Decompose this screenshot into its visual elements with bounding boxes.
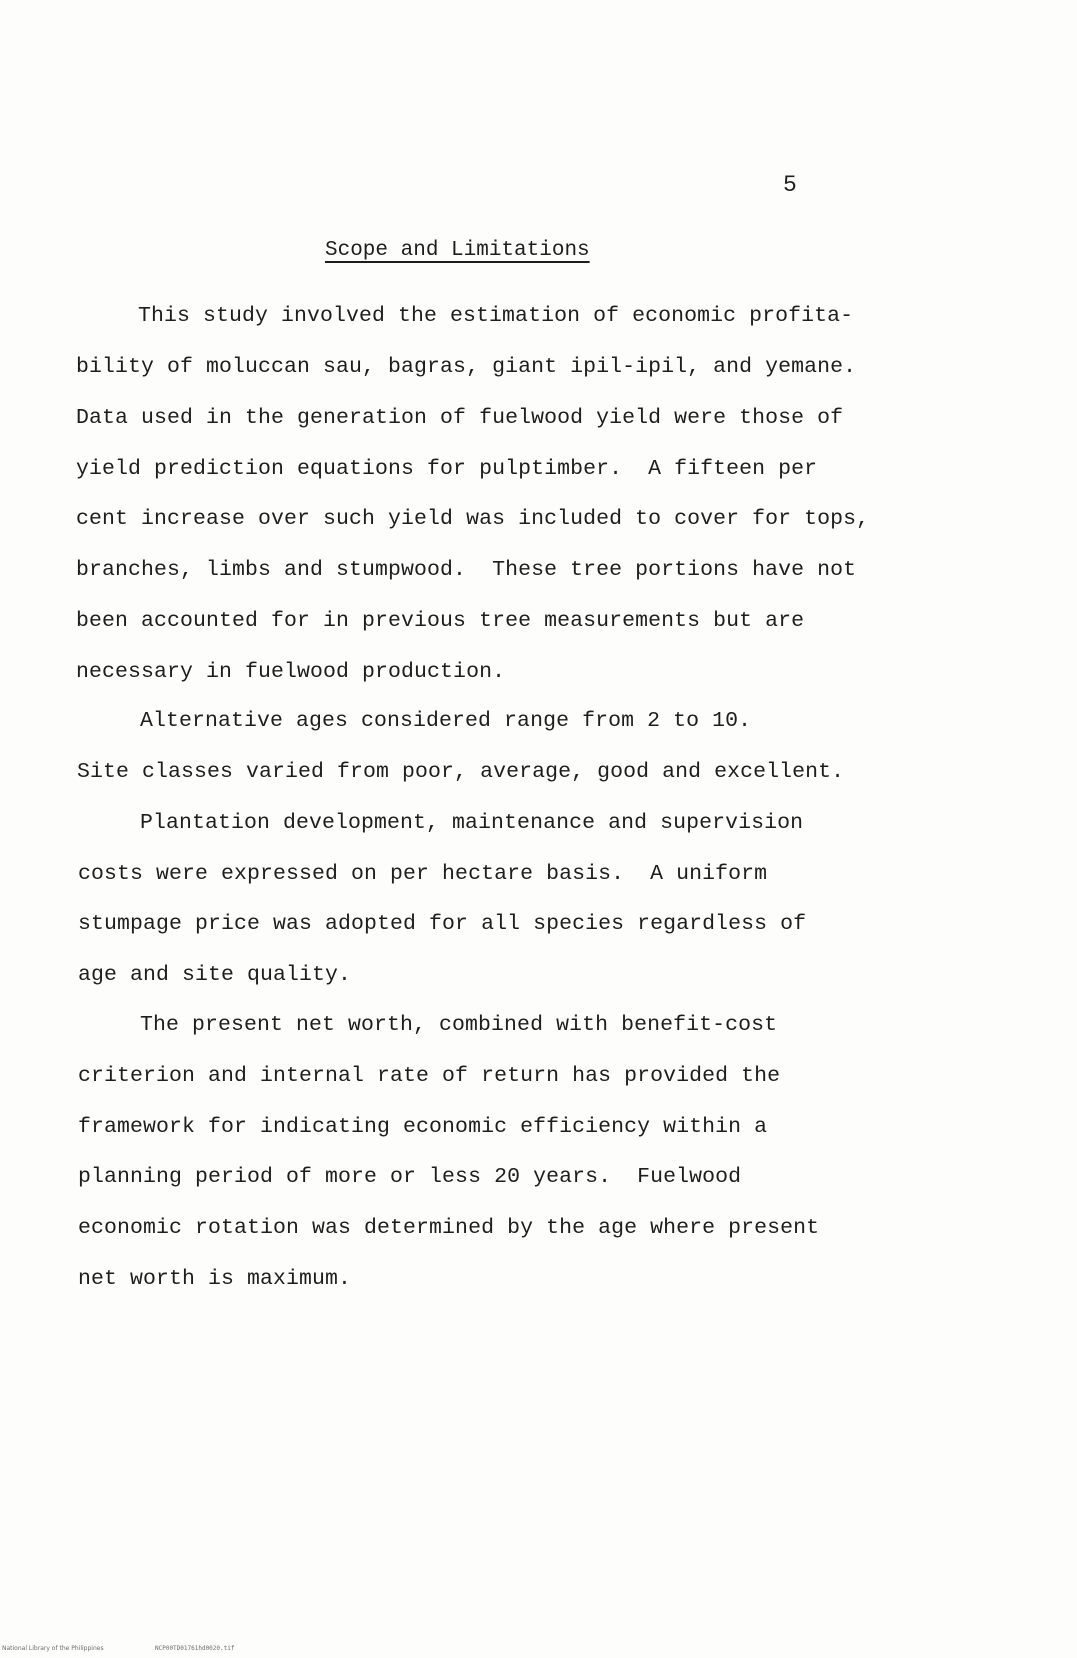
text-line: net worth is maximum. <box>78 1267 352 1291</box>
page-number: 5 <box>783 172 797 198</box>
text-line: economic rotation was determined by the age where present <box>78 1216 820 1240</box>
text-line: age and site quality. <box>78 963 352 987</box>
footer-file-id: NCP00TD01761hd0020.tif <box>155 1645 235 1652</box>
text-line: planning period of more or less 20 years. Fuelwood <box>78 1165 742 1189</box>
text-line: cent increase over such yield was included to cover for tops, <box>76 507 870 531</box>
text-line: costs were expressed on per hectare basis. A uniform <box>78 862 768 886</box>
section-heading: Scope and Limitations <box>325 239 590 262</box>
text-line: The present net worth, combined with benefit-cost <box>140 1013 778 1037</box>
footer-library-credit: National Library of the Philippines <box>2 1645 104 1652</box>
text-line: bility of moluccan sau, bagras, giant ipil-ipil, and yemane. <box>76 355 857 379</box>
text-line: branches, limbs and stumpwood. These tree portions have not <box>76 558 857 582</box>
text-line: been accounted for in previous tree measurements but are <box>76 609 805 633</box>
text-line: Alternative ages considered range from 2 to 10. <box>140 709 752 733</box>
text-line: necessary in fuelwood production. <box>76 660 506 684</box>
text-line: stumpage price was adopted for all species regardless of <box>78 912 807 936</box>
text-line: Site classes varied from poor, average, good and excellent. <box>77 760 845 784</box>
text-line: Plantation development, maintenance and supervision <box>140 811 804 835</box>
text-line: criterion and internal rate of return has provided the <box>78 1064 781 1088</box>
text-line: This study involved the estimation of economic profita- <box>138 304 854 328</box>
text-line: Data used in the generation of fuelwood yield were those of <box>76 406 844 430</box>
text-line: framework for indicating economic efficiency within a <box>78 1115 768 1139</box>
text-line: yield prediction equations for pulptimber. A fifteen per <box>76 457 818 481</box>
